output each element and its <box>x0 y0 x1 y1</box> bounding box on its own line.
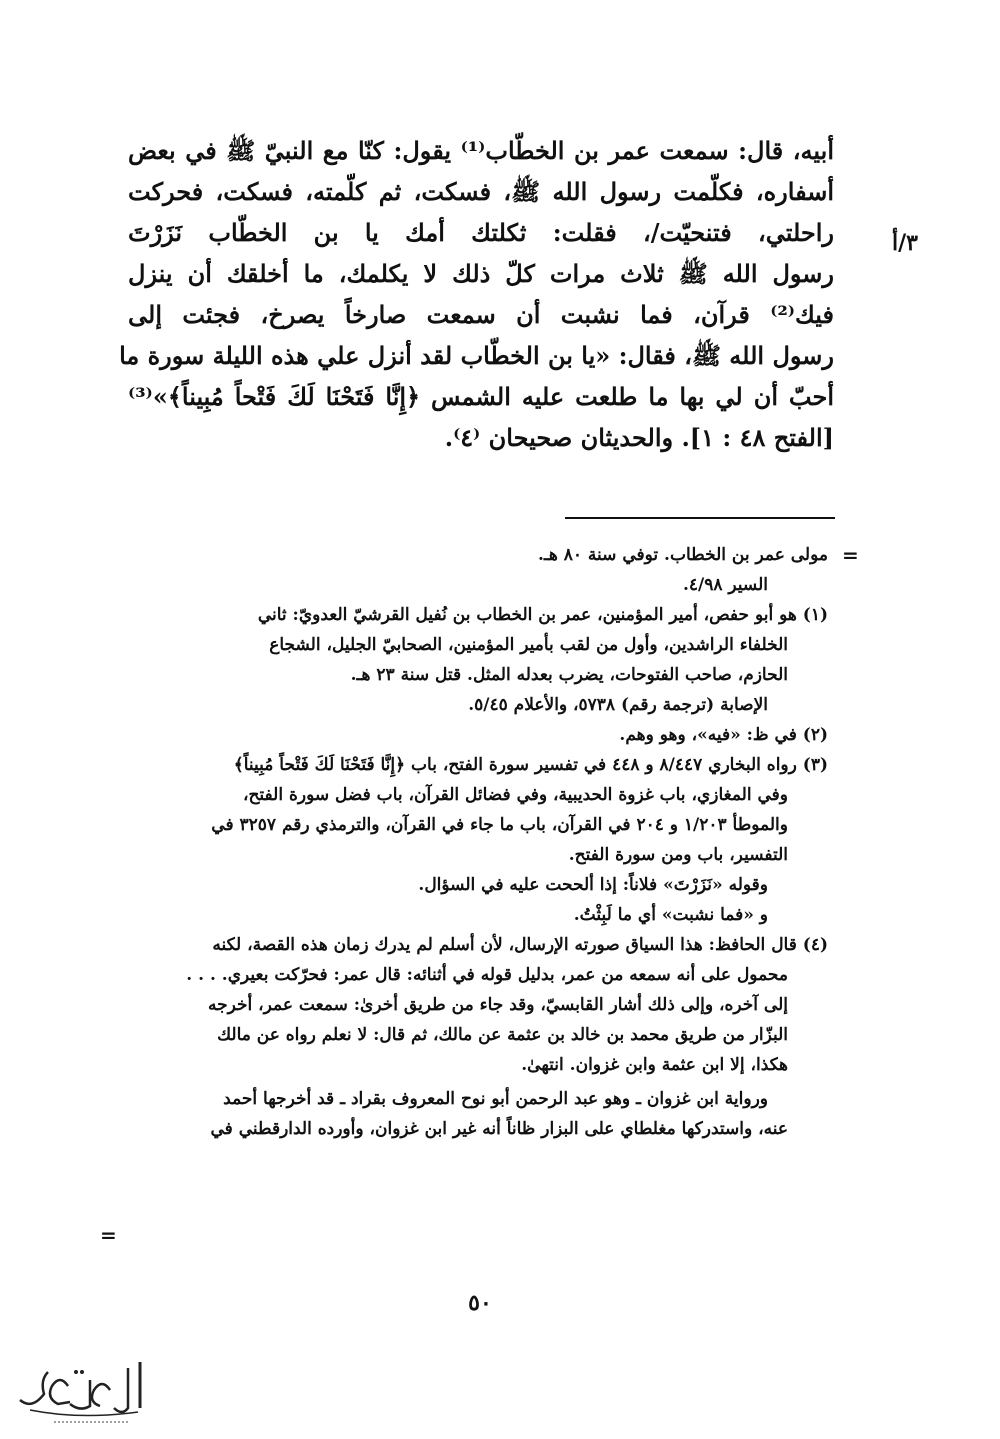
footnote-separator <box>565 517 835 519</box>
manuscript-folio-reference: ٣/أ <box>892 230 918 256</box>
page-number: ٥٠ <box>468 1290 492 1316</box>
continuation-mark-top: = <box>842 543 859 567</box>
main-text-line: [الفتح ٤٨ : ١]. والحديثان صحيحان ⁽٤⁾. <box>444 423 834 452</box>
footnote-line: (١) هو أبو حفص، أمير المؤمنين، عمر بن الخطاب بن نُفيل القرشيّ العدويّ: ثاني <box>257 605 828 625</box>
footnote-line: (٢) في ظ: «فيه»، وهو وهم. <box>619 725 828 745</box>
footnote-line: إلى آخره، وإلى ذلك أشار القابسيّ، وقد جاء من طريق أخرىٰ: سمعت عمر، أخرجه <box>207 995 788 1015</box>
footnote-line: وقوله «نَزَرْتَ» فلاناً: إذا ألححت عليه في السؤال. <box>418 875 768 895</box>
footnote-line: الخلفاء الراشدين، وأول من لقب بأمير المؤمنين، الصحابيّ الجليل، الشجاع <box>269 635 788 655</box>
calligraphy-logo <box>10 1350 150 1430</box>
main-text-line: أحبّ أن لي بها ما طلعت عليه الشمس ﴿إِنَّا فَتَحْنَا لَكَ فَتْحاً مُبِيناً﴾»⁽³⁾ <box>128 382 834 411</box>
main-text-line: أبيه، قال: سمعت عمر بن الخطّاب⁽¹⁾ يقول: كنّا مع النبيّ ﷺ في بعض <box>128 136 834 165</box>
footnote-line: والموطأ ١/٢٠٣ و ٢٠٤ في القرآن، باب ما جاء في القرآن، والترمذي رقم ٣٢٥٧ في <box>211 815 788 835</box>
footnote-line: السير ٤/٩٨. <box>682 575 768 595</box>
footnote-line: وفي المغازي، باب غزوة الحديبية، وفي فضائل القرآن، باب فضل سورة الفتح، <box>242 785 788 805</box>
footnote-line: التفسير، باب ومن سورة الفتح. <box>568 845 788 865</box>
main-text-block <box>119 130 834 458</box>
footnote-line: الإصابة (ترجمة رقم) ٥٧٣٨، والأعلام ٥/٤٥. <box>468 695 768 715</box>
footnotes-block <box>128 540 828 1144</box>
main-text-line: أسفاره، فكلّمت رسول الله ﷺ، فسكت، ثم كلّمته، فسكت، فحركت <box>128 177 834 206</box>
footnote-line: الحازم، صاحب الفتوحات، يضرب بعدله المثل. قتل سنة ٢٣ هـ. <box>350 665 788 685</box>
footnote-line: ورواية ابن غزوان ـ وهو عبد الرحمن أبو نوح المعروف بقراد ـ قد أخرجها أحمد <box>223 1089 768 1109</box>
main-text-line: فيك⁽²⁾ قرآن، فما نشبت أن سمعت صارخاً يصرخ، فجئت إلى <box>128 300 834 329</box>
footnote-line: البزّار من طريق محمد بن خالد بن عثمة عن مالك، ثم قال: لا نعلم رواه عن مالك <box>217 1025 788 1045</box>
footnote-line: (٤) قال الحافظ: هذا السياق صورته الإرسال، لأن أسلم لم يدرك زمان هذه القصة، لكنه <box>212 935 828 955</box>
footnote-line: (٣) رواه البخاري ٨/٤٤٧ و ٤٤٨ في تفسير سورة الفتح، باب ﴿إِنَّا فَتَحْنَا لَكَ فَتْحاً مُبِيناً﴾ <box>233 755 828 775</box>
continuation-mark-bottom: = <box>100 1223 117 1247</box>
footnote-line: عنه، واستدركها مغلطاي على البزار ظاناً أنه غير ابن غزوان، وأورده الدارقطني في <box>210 1119 788 1139</box>
calligraphy-logo-graphic <box>10 1350 150 1430</box>
footnote-line: مولى عمر بن الخطاب. توفي سنة ٨٠ هـ. <box>537 545 828 565</box>
main-text-line: راحلتي، فتنحيّت/، فقلت: ثكلتك أمك يا بن الخطّاب نَزَرْتَ <box>128 218 834 247</box>
footnote-line: هكذا، إلا ابن عثمة وابن غزوان. انتهىٰ. <box>521 1055 788 1075</box>
main-text-line: رسول الله ﷺ ثلاث مرات كلّ ذلك لا يكلمك، ما أخلقك أن ينزل <box>128 259 834 288</box>
footnote-line: محمول على أنه سمعه من عمر، بدليل قوله في أثنائه: قال عمر: فحرّكت بعيري. . . . <box>186 965 788 985</box>
main-text-line: رسول الله ﷺ، فقال: «يا بن الخطّاب لقد أنزل علي هذه الليلة سورة ما <box>119 341 834 370</box>
footnote-line: و «فما نشبت» أي ما لَبِثْتُ. <box>573 905 768 925</box>
